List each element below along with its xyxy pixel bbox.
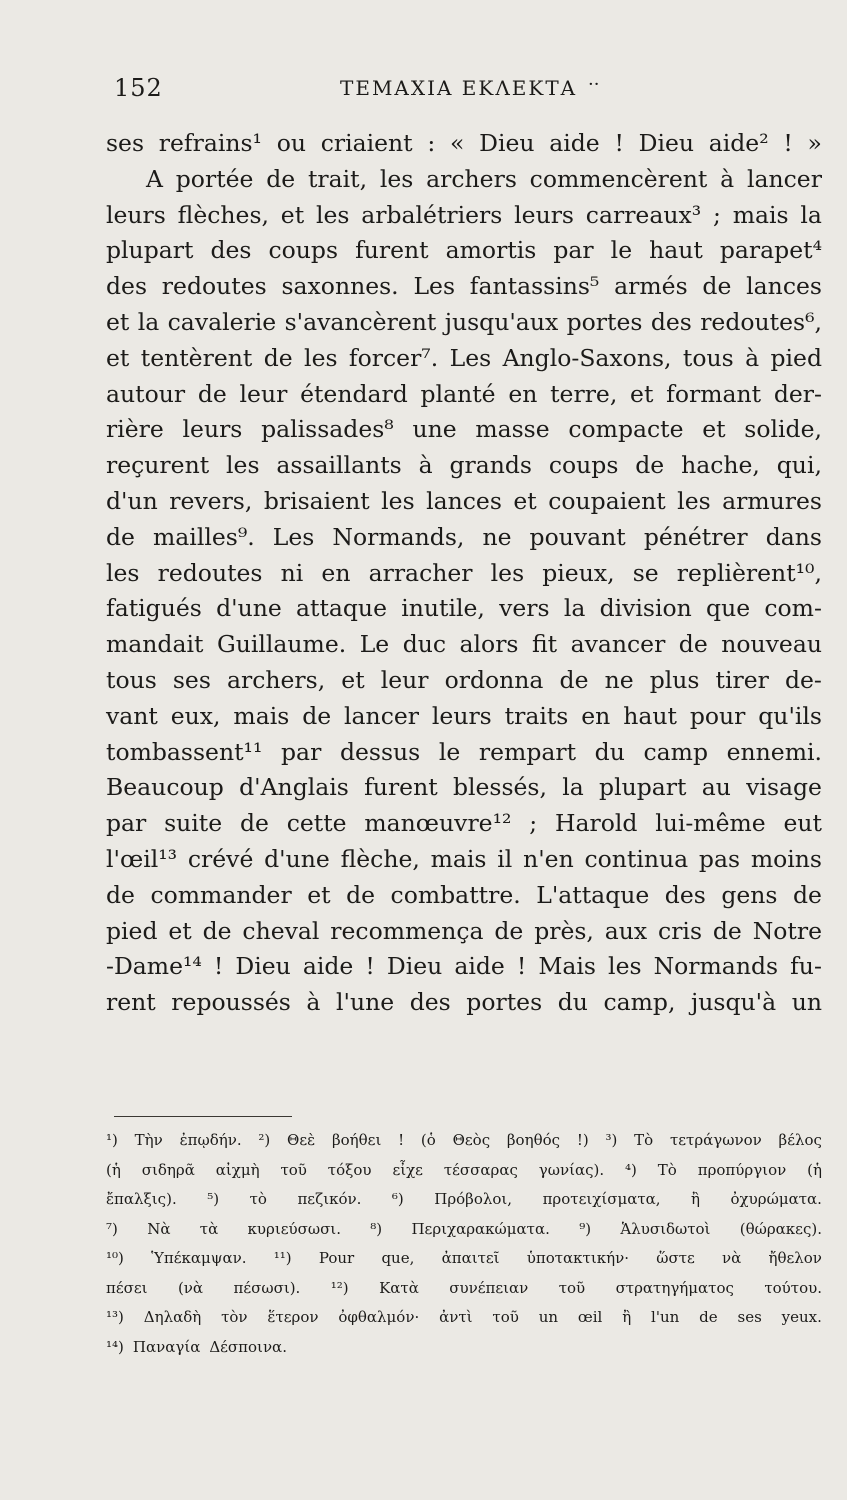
text-line: mandait Guillaume. Le duc alors fit avancer de nouveau <box>106 630 822 659</box>
text-line: rent repoussés à l'une des portes du camp, jusqu'à un <box>106 988 822 1017</box>
text-line: tous ses archers, et leur ordonna de ne plus tirer de- <box>106 665 822 694</box>
header-ornament: ·· <box>588 74 600 95</box>
text-line: l'œil¹³ crévé d'une flèche, mais il n'en continua pas moins <box>106 844 822 873</box>
text-line: Beaucoup d'Anglais furent blessés, la plupart au visage <box>106 773 822 802</box>
text-line: de mailles⁹. Les Normands, ne pouvant pénétrer dans <box>106 522 822 551</box>
text-line: plupart des coups furent amortis par le haut parapet⁴ <box>106 236 822 265</box>
footnote-line: ¹⁴) Παναγία Δέσποινα. <box>106 1337 287 1356</box>
text-line: fatigués d'une attaque inutile, vers la division que com- <box>106 594 822 623</box>
footnotes <box>106 1126 822 1362</box>
page-number: 152 <box>114 74 163 102</box>
text-line: et la cavalerie s'avancèrent jusqu'aux portes des redoutes⁶, <box>106 307 822 336</box>
text-line: autour de leur étendard planté en terre, et formant der- <box>106 379 822 408</box>
footnote-line: ¹⁰) Ὑπέκαμψαν. ¹¹) Pour que, ἀπαιτεῖ ὑποτακτικήν· ὥστε νὰ ἤθελον <box>106 1249 822 1267</box>
footnote-line: ¹³) Δηλαδὴ τὸν ἕτερον ὀφθαλμόν· ἀντὶ τοῦ un œil ἢ l'un de ses yeux. <box>106 1308 822 1326</box>
footnote-line: (ἡ σιδηρᾶ αἰχμὴ τοῦ τόξου εἶχε τέσσαρας γωνίας). ⁴) Τὸ προπύργιον (ἡ <box>106 1160 822 1179</box>
running-head: ΤΕΜΑΧΙΑ ΕΚΛΕΚΤΑ <box>340 76 578 100</box>
text-line: pied et de cheval recommença de près, aux cris de Notre <box>106 916 822 945</box>
text-line: reçurent les assaillants à grands coups de hache, qui, <box>106 451 822 480</box>
text-line: des redoutes saxonnes. Les fantassins⁵ armés de lances <box>106 272 822 301</box>
text-line: rière leurs palissades⁸ une masse compacte et solide, <box>106 415 822 444</box>
text-line: de commander et de combattre. L'attaque des gens de <box>106 880 822 909</box>
text-line: ses refrains¹ ou criaient : « Dieu aide ! Dieu aide² ! » <box>106 129 822 157</box>
footnote-line: ⁷) Νὰ τὰ κυριεύσωσι. ⁸) Περιχαρακώματα. ⁹) Ἁλυσιδωτοὶ (θώρακες). <box>106 1219 822 1238</box>
page-header <box>114 74 814 104</box>
text-line: -Dame¹⁴ ! Dieu aide ! Dieu aide ! Mais les Normands fu- <box>106 952 822 981</box>
text-line: et tentèrent de les forcer⁷. Les Anglo-Saxons, tous à pied <box>106 343 822 372</box>
text-line: d'un revers, brisaient les lances et coupaient les armures <box>106 486 822 515</box>
body-text <box>106 126 822 1021</box>
footnote-line: ἔπαλξις). ⁵) τὸ πεζικόν. ⁶) Πρόβολοι, προτειχίσματα, ἢ ὀχυρώματα. <box>106 1190 822 1208</box>
text-line: A portée de trait, les archers commencèrent à lancer <box>146 164 822 193</box>
text-line: vant eux, mais de lancer leurs traits en haut pour qu'ils <box>106 701 822 730</box>
text-line: tombassent¹¹ par dessus le rempart du camp ennemi. <box>106 737 822 766</box>
footnote-line: ¹) Τὴν ἐπῳδήν. ²) Θεὲ βοήθει ! (ὁ Θεὸς βοηθός !) ³) Τὸ τετράγωνον βέλος <box>106 1131 822 1149</box>
footnote-line: πέσει (νὰ πέσωσι). ¹²) Κατὰ συνέπειαν τοῦ στρατηγήματος τούτου. <box>106 1278 822 1297</box>
footnote-rule <box>114 1116 292 1117</box>
text-line: leurs flèches, et les arbalétriers leurs carreaux³ ; mais la <box>106 200 822 229</box>
text-line: par suite de cette manœuvre¹² ; Harold lui-même eut <box>106 809 822 838</box>
text-line: les redoutes ni en arracher les pieux, se replièrent¹⁰, <box>106 558 822 587</box>
